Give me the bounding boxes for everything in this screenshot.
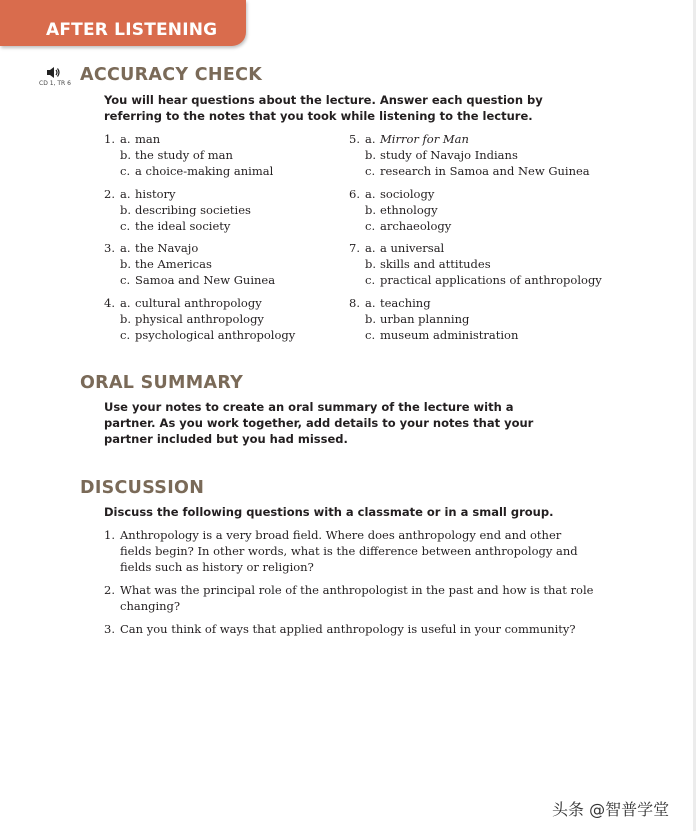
answer-option xyxy=(349,147,590,163)
option-letter: b. xyxy=(120,203,132,217)
answer-option xyxy=(104,131,273,147)
answer-option xyxy=(104,311,295,327)
answer-option xyxy=(104,186,251,202)
option-text: cultural anthropology xyxy=(135,296,262,310)
question-number xyxy=(104,163,120,179)
option-letter: a. xyxy=(365,296,376,310)
answer-option xyxy=(104,256,275,272)
option-text: a universal xyxy=(380,241,445,255)
accuracy-question-3 xyxy=(104,240,275,288)
option-text: Samoa and New Guinea xyxy=(135,273,276,287)
oral-summary-instructions: Use your notes to create an oral summary of the lecture with a partner. As you work together, add details to your notes that your partner included but you had missed. xyxy=(104,400,534,446)
answer-option xyxy=(104,295,295,311)
question-number: 4. xyxy=(104,296,115,310)
question-number xyxy=(104,147,120,163)
option-text: the Navajo xyxy=(135,241,199,255)
question-number xyxy=(104,218,120,234)
question-number xyxy=(104,256,120,272)
question-number: 2. xyxy=(104,583,115,597)
option-text: teaching xyxy=(380,296,431,310)
option-letter: b. xyxy=(365,312,377,326)
option-letter: a. xyxy=(365,132,376,146)
question-number xyxy=(104,202,120,218)
question-number xyxy=(349,163,365,179)
accuracy-check-instructions: You will hear questions about the lecture. Answer each question by referring to the notes that you took while listening to the lecture. xyxy=(104,93,543,123)
question-number xyxy=(349,256,365,272)
question-text: Can you think of ways that applied anthropology is useful in your community? xyxy=(120,622,576,636)
question-number: 5. xyxy=(349,132,360,146)
answer-option xyxy=(349,218,451,234)
oral-summary-title: ORAL SUMMARY xyxy=(80,373,244,393)
question-number xyxy=(104,327,120,343)
speaker-icon xyxy=(47,67,61,78)
answer-option xyxy=(104,163,273,179)
accuracy-question-6 xyxy=(349,186,451,234)
option-letter: a. xyxy=(365,241,376,255)
answer-option xyxy=(104,327,295,343)
question-number xyxy=(349,147,365,163)
discussion-questions xyxy=(104,527,594,644)
option-letter: c. xyxy=(365,273,376,287)
watermark: 头条 @智普学堂 xyxy=(552,800,670,819)
accuracy-question-1 xyxy=(104,131,273,179)
option-letter: c. xyxy=(365,219,376,233)
option-text: ethnology xyxy=(380,203,438,217)
option-letter: a. xyxy=(120,241,131,255)
option-text: the study of man xyxy=(135,148,233,162)
option-letter: b. xyxy=(365,148,377,162)
question-number: 1. xyxy=(104,132,115,146)
option-text: research in Samoa and New Guinea xyxy=(380,164,590,178)
banner-title: AFTER LISTENING xyxy=(46,20,218,40)
option-text: practical applications of anthropology xyxy=(380,273,602,287)
option-letter: a. xyxy=(120,132,131,146)
answer-option xyxy=(104,202,251,218)
option-text: Mirror for Man xyxy=(380,132,469,146)
question-number: 2. xyxy=(104,187,115,201)
discussion-question xyxy=(104,527,594,575)
option-letter: c. xyxy=(120,219,131,233)
answer-option xyxy=(349,163,590,179)
accuracy-check-title: ACCURACY CHECK xyxy=(80,65,263,85)
accuracy-question-7 xyxy=(349,240,602,288)
option-letter: a. xyxy=(365,187,376,201)
question-number: 3. xyxy=(104,241,115,255)
answer-option xyxy=(349,186,451,202)
option-letter: c. xyxy=(120,273,131,287)
answer-option xyxy=(104,147,273,163)
answer-option xyxy=(349,131,590,147)
option-letter: a. xyxy=(120,187,131,201)
option-text: urban planning xyxy=(380,312,470,326)
option-text: study of Navajo Indians xyxy=(380,148,518,162)
discussion-instructions: Discuss the following questions with a classmate or in a small group. xyxy=(104,505,554,519)
accuracy-question-5 xyxy=(349,131,590,179)
option-letter: b. xyxy=(120,312,132,326)
accuracy-question-4 xyxy=(104,295,295,343)
answer-option xyxy=(104,218,251,234)
option-text: sociology xyxy=(380,187,435,201)
question-number xyxy=(349,202,365,218)
option-letter: a. xyxy=(120,296,131,310)
question-number xyxy=(349,272,365,288)
audio-track[interactable] xyxy=(39,67,69,87)
answer-option xyxy=(349,327,518,343)
discussion-question xyxy=(104,621,594,637)
answer-option xyxy=(349,311,518,327)
question-number: 7. xyxy=(349,241,360,255)
option-text: describing societies xyxy=(135,203,251,217)
section-banner xyxy=(0,0,246,46)
question-number xyxy=(349,311,365,327)
option-text: skills and attitudes xyxy=(380,257,491,271)
discussion-title: DISCUSSION xyxy=(80,478,205,498)
question-number xyxy=(104,311,120,327)
option-letter: c. xyxy=(120,328,131,342)
accuracy-question-2 xyxy=(104,186,251,234)
question-text: What was the principal role of the anthropologist in the past and how is that role changing? xyxy=(120,583,594,613)
option-text: archaeology xyxy=(380,219,452,233)
question-number: 3. xyxy=(104,622,115,636)
answer-option xyxy=(349,272,602,288)
option-letter: c. xyxy=(365,328,376,342)
option-text: physical anthropology xyxy=(135,312,264,326)
option-text: psychological anthropology xyxy=(135,328,296,342)
option-text: a choice-making animal xyxy=(135,164,274,178)
question-text: Anthropology is a very broad field. Where does anthropology end and other fields begin? In other words, what is the difference between anthropology and fields such as history or religion? xyxy=(120,528,578,574)
question-number xyxy=(349,218,365,234)
answer-option xyxy=(104,240,275,256)
answer-option xyxy=(349,202,451,218)
question-number: 1. xyxy=(104,528,115,542)
answer-option xyxy=(349,240,602,256)
option-letter: b. xyxy=(120,257,132,271)
question-number xyxy=(104,272,120,288)
question-number xyxy=(349,327,365,343)
option-letter: b. xyxy=(365,203,377,217)
option-letter: c. xyxy=(120,164,131,178)
accuracy-question-8 xyxy=(349,295,518,343)
answer-option xyxy=(349,256,602,272)
option-letter: b. xyxy=(120,148,132,162)
answer-option xyxy=(104,272,275,288)
option-text: the Americas xyxy=(135,257,212,271)
option-text: man xyxy=(135,132,161,146)
option-text: museum administration xyxy=(380,328,519,342)
option-text: the ideal society xyxy=(135,219,231,233)
question-number: 8. xyxy=(349,296,360,310)
discussion-question xyxy=(104,582,594,614)
answer-option xyxy=(349,295,518,311)
cd-track-label: CD 1, TR 6 xyxy=(39,80,71,87)
option-text: history xyxy=(135,187,176,201)
option-letter: b. xyxy=(365,257,377,271)
question-number: 6. xyxy=(349,187,360,201)
option-letter: c. xyxy=(365,164,376,178)
